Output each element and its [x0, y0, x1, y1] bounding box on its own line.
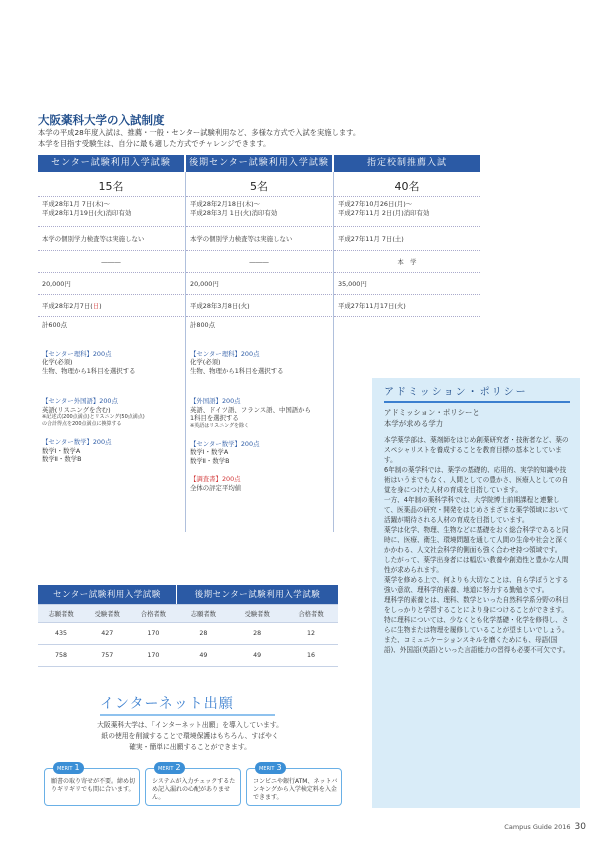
exam-column-designated — [334, 155, 480, 317]
exam-place: ――― — [186, 251, 332, 273]
score-line: 全体の評定平均値 — [190, 483, 242, 492]
admission-policy-subtitle — [384, 407, 480, 429]
intro-line: 本学の平成28年度入試は、推薦・一般・センター試験利用など、多様な方式で入試を実施します。 — [38, 128, 361, 137]
score-total: 計600点 — [42, 321, 67, 329]
internet-text-line: 大阪薬科大学は、「インターネット出願」を導入しています。 — [97, 721, 283, 729]
score-line: 1科目を選択する — [190, 414, 239, 422]
score-line: 生物、物理から1科目を選択する — [42, 366, 136, 375]
exam-date: 本学の個別学力検査等は実施しない — [38, 227, 184, 251]
score-line: 数学Ⅰ・数学A — [190, 448, 229, 456]
merit-text: コンビニや銀行ATM、ネットバンキングから入学検定料を入金できます。 — [253, 778, 338, 801]
merit-badge-label: MERIT — [57, 766, 73, 772]
score-line: 化学(必須) — [42, 358, 73, 366]
exam-period — [38, 197, 184, 227]
score-block — [186, 317, 332, 532]
score-head: 【センター外国語】200点 — [42, 397, 118, 405]
period-line: 平成27年10月26日(月)～ — [338, 200, 413, 208]
exam-capacity: 40名 — [334, 172, 480, 197]
merit-card — [246, 763, 342, 806]
policy-paragraph: 薬学を修める上で、何よりも大切なことは、自ら学ぼうとする強い意欲、理科学的素養、地道に努力する勤勉さです。 — [384, 576, 569, 594]
table-cell: 28 — [230, 622, 284, 644]
table-cell: 49 — [230, 644, 284, 666]
exam-header: 後期センター試験利用入学試験 — [186, 155, 332, 172]
period-line: 平成28年3月 1日(火)消印有効 — [190, 209, 278, 217]
exam-period — [186, 197, 332, 227]
score-line: 数学Ⅱ・数学B — [42, 455, 82, 463]
policy-paragraph: 6年制の薬学科では、薬学の基礎的、応用的、実学的知識や技術はいうまでもなく、人間としての豊かさ、医療人としての自覚を身につけた人材の育成を目指しています。 — [384, 466, 569, 494]
table-cell: 758 — [38, 644, 84, 666]
policy-paragraph: したがって、薬学出身者には幅広い教養や創造性と豊かな人間性が求められます。 — [384, 556, 569, 574]
exam-announce: 平成28年3月8日(火) — [186, 295, 332, 317]
table-cell: 757 — [84, 644, 130, 666]
announce-text: ) — [99, 302, 102, 310]
score-note: の合計得点を200点満点に換算する — [42, 421, 122, 427]
internet-text — [75, 720, 305, 753]
merit-badge-label: MERIT — [158, 766, 174, 772]
exam-capacity: 5名 — [186, 172, 332, 197]
merit-badge-label: MERIT — [259, 766, 275, 772]
table-cell: 170 — [130, 644, 176, 666]
results-subheader: 合格者数 — [284, 604, 338, 622]
score-note: ※記述式(200点満点)とリスニング(50点満点) — [42, 414, 145, 420]
merit-text: 願書の取り寄せが不要。締め切りギリギリでも間に合います。 — [51, 778, 136, 793]
score-block — [38, 317, 184, 532]
score-line: 英語(リスニングを含む) — [42, 405, 111, 414]
exam-period — [334, 197, 480, 227]
exam-column-late-center — [186, 155, 332, 532]
table-row — [38, 622, 338, 644]
page-number: 30 — [574, 822, 586, 832]
merit-card — [145, 763, 241, 806]
score-note: ※英語はリスニングを除く — [190, 422, 249, 429]
results-subheader: 受験者数 — [230, 604, 284, 622]
results-header: センター試験利用入学試験 — [38, 585, 176, 604]
results-header: 後期センター試験利用入学試験 — [176, 585, 338, 604]
exam-announce: 平成27年11月17日(火) — [334, 295, 480, 317]
exam-place: ――― — [38, 251, 184, 273]
exam-header: 指定校制推薦入試 — [334, 155, 480, 172]
table-row — [38, 644, 338, 666]
footer-label: Campus Guide 2016 — [504, 823, 571, 831]
table-cell: 16 — [284, 644, 338, 666]
table-cell: 435 — [38, 622, 84, 644]
results-subheader: 志願者数 — [38, 604, 84, 622]
merit-text: システムが入力チェックするため記入漏れの心配がありません。 — [152, 778, 236, 801]
internet-text-line: 確実・簡単に出願することができます。 — [129, 743, 251, 751]
subtitle-line: 本学が求める学力 — [384, 419, 444, 428]
policy-paragraph: 薬学は化学、物理、生物などに基礎をおく総合科学であると同時に、医療、衛生、環境問題を通して人間の生命や社会と深くかかわる、人文社会科学的側面も強く合わせ持つ領域です。 — [384, 526, 569, 554]
policy-paragraph: また、コミュニケーションスキルを磨くためにも、母語(国語)、外国語(英語)といった言語能力の習得も必要不可欠です。 — [384, 636, 570, 654]
policy-paragraph: 一方、4年制の薬科学科では、大学院博士前期課程と連繋して、医薬品の研究・開発をはじめさまざまな薬学領域において活躍が期待される人材の育成を目指しています。 — [384, 496, 569, 524]
score-total: 計800点 — [190, 321, 215, 329]
table-cell: 427 — [84, 622, 130, 644]
score-head: 【調査書】200点 — [190, 475, 241, 483]
period-line: 平成28年1月 7日(木)～ — [42, 200, 111, 208]
section-intro — [38, 127, 360, 149]
table-cell: 170 — [130, 622, 176, 644]
results-subheader: 志願者数 — [176, 604, 230, 622]
exam-fee: 20,000円 — [38, 273, 184, 295]
admission-policy-body — [384, 435, 570, 655]
period-line: 平成27年11月 2日(月)消印有効 — [338, 209, 430, 217]
table-cell: 28 — [176, 622, 230, 644]
internet-title: インターネット出願 — [100, 696, 234, 712]
intro-line: 本学を目指す受験生は、自分に最も適した方式でチャレンジできます。 — [38, 139, 271, 148]
merit-card — [44, 763, 140, 806]
results-subheader: 受験者数 — [84, 604, 130, 622]
score-head: 【外国語】200点 — [190, 397, 241, 405]
exam-date: 平成27年11月 7日(土) — [334, 227, 480, 251]
policy-paragraph: 理科学的素養とは、理科、数学といった自然科学系分野の科目をしっかりと学習することにより身につけることができます。特に理科については、少なくとも化学基礎・化学を修得し、さらに生物または物理を履修していることが望ましいでしょう。 — [384, 596, 569, 634]
merit-number: 2 — [175, 763, 181, 772]
exam-place: 本 学 — [334, 251, 480, 273]
section-title: 大阪薬科大学の入試制度 — [38, 113, 165, 127]
exam-fee: 20,000円 — [186, 273, 332, 295]
score-line: 数学Ⅱ・数学B — [190, 456, 230, 465]
period-line: 平成28年2月18日(木)～ — [190, 200, 261, 208]
admission-policy-title: アドミッション・ポリシー — [384, 383, 570, 403]
score-line: 生物、物理から1科目を選択する — [190, 366, 284, 375]
score-head: 【センター理科】200点 — [190, 349, 260, 358]
exam-date: 本学の個別学力検査等は実施しない — [186, 227, 332, 251]
exam-capacity: 15名 — [38, 172, 184, 197]
subtitle-line: アドミッション・ポリシーと — [384, 408, 480, 417]
table-cell: 49 — [176, 644, 230, 666]
period-line: 平成28年1月19日(火)消印有効 — [42, 209, 132, 217]
score-head: 【センター理科】200点 — [42, 349, 112, 358]
exam-announce — [38, 295, 184, 317]
score-line: 化学(必須) — [190, 358, 221, 366]
announce-text: 平成28年2月7日( — [42, 302, 93, 310]
merit-badge — [53, 762, 84, 774]
score-line: 英語、ドイツ語、フランス語、中国語から — [190, 405, 311, 414]
score-line: 数学Ⅰ・数学A — [42, 446, 81, 455]
page-footer — [504, 822, 586, 832]
merit-number: 3 — [276, 763, 282, 772]
score-head: 【センター数学】200点 — [42, 438, 112, 446]
merit-badge — [154, 762, 185, 774]
results-table — [38, 585, 338, 667]
policy-paragraph: 本学薬学部は、薬剤師をはじめ創薬研究者・技術者など、薬のスペシャリストを養成することを教育目標の基本としています。 — [384, 436, 569, 464]
results-subheader: 合格者数 — [130, 604, 176, 622]
exam-fee: 35,000円 — [334, 273, 480, 295]
exam-column-center — [38, 155, 184, 532]
exam-header: センター試験利用入学試験 — [38, 155, 184, 172]
table-cell: 12 — [284, 622, 338, 644]
announce-day: 日 — [92, 302, 100, 310]
merit-badge — [255, 762, 286, 774]
merit-number: 1 — [74, 763, 80, 772]
internet-title-underline — [100, 714, 275, 716]
score-head: 【センター数学】200点 — [190, 439, 260, 448]
internet-text-line: 紙の使用を削減することで環境保護はもちろん、すばやく — [101, 732, 279, 740]
